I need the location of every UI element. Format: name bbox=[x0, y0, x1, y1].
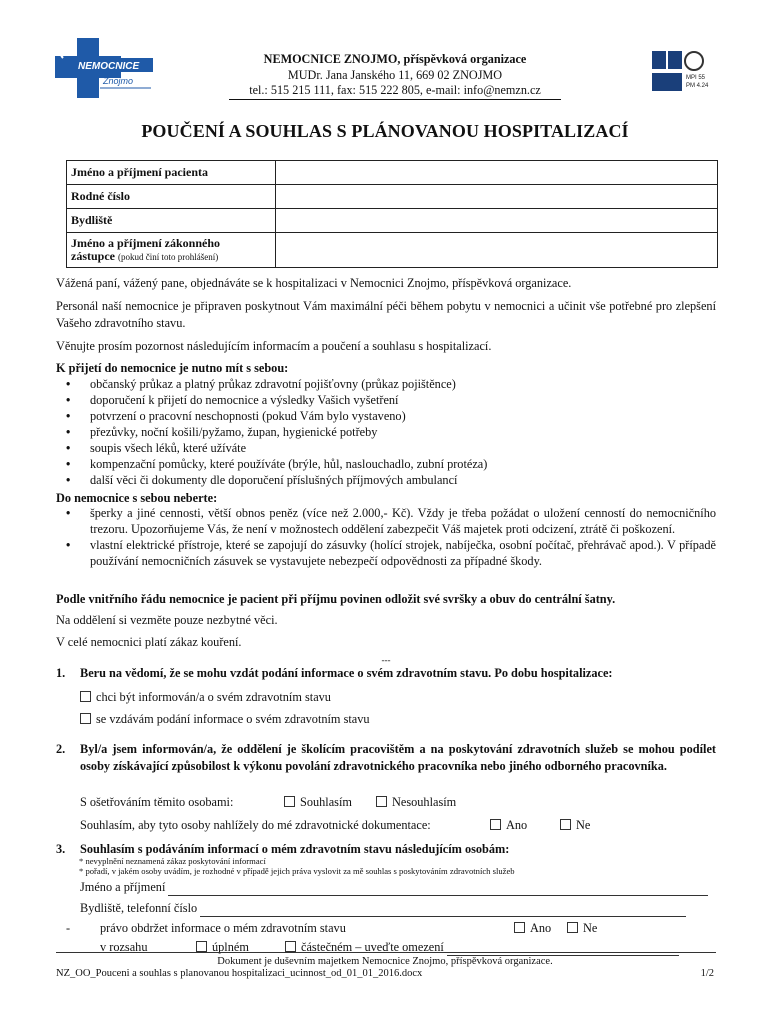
table-row bbox=[67, 233, 718, 268]
section3-number: 3. bbox=[56, 842, 66, 856]
contact-name-field[interactable] bbox=[168, 880, 708, 896]
footer-note: Dokument je duševním majetkem Nemocnice Znojmo, příspěvková organizace. bbox=[217, 956, 553, 967]
section1-text: Beru na vědomí, že se mohu vzdát podání informace o svém zdravotním stavu. Po dobu hospitalizace: bbox=[80, 666, 613, 680]
scope-limit-field[interactable] bbox=[447, 940, 679, 956]
checkbox[interactable] bbox=[514, 922, 525, 933]
cloakroom-rule: Podle vnitřního řádu nemocnice je pacient při příjmu povinen odložit své svršky a obuv do centrální šatny. bbox=[56, 592, 616, 606]
scope-label: v rozsahu bbox=[100, 940, 148, 954]
intro-care: Personál naší nemocnice je připraven poskytnout Vám maximální péči během pobytu v nemocnici a učinit vše potřebné pro zlepšení Vašeho zdravotního stavu. bbox=[56, 299, 716, 330]
treatment-agree-option[interactable]: Souhlasím bbox=[284, 795, 352, 810]
treatment-label: S ošetřováním těmito osobami: bbox=[80, 795, 234, 809]
bring-list bbox=[56, 376, 716, 488]
contact-name-label: Jméno a příjmení bbox=[80, 880, 166, 894]
label-rep-note: (pokud činí toto prohlášení) bbox=[118, 251, 219, 262]
info-waive-option[interactable]: se vzdávám podání informace o svém zdravotním stavu bbox=[80, 712, 370, 727]
checkbox[interactable] bbox=[196, 941, 207, 952]
checkbox[interactable] bbox=[560, 819, 571, 830]
contact-address-field[interactable] bbox=[200, 901, 686, 917]
label-legal-representative bbox=[67, 233, 276, 268]
ward-rule: Na oddělení si vezměte pouze nezbytné věci. bbox=[56, 613, 278, 627]
info-want-option[interactable]: chci být informován/a o svém zdravotním stavu bbox=[80, 690, 331, 705]
org-contacts: tel.: 515 215 111, fax: 515 222 805, e-mail: info@nemzn.cz bbox=[229, 83, 561, 100]
list-item: • kompenzační pomůcky, které používáte (brýle, hůl, naslouchadlo, zubní protéza) bbox=[66, 457, 488, 471]
separator: --- bbox=[381, 655, 391, 665]
list-item: • další věci či dokumenty dle doporučení příslušných příjmových ambulancí bbox=[66, 473, 458, 487]
treatment-disagree-option[interactable]: Nesouhlasím bbox=[376, 795, 456, 810]
patient-info-table bbox=[66, 160, 718, 268]
list-item: • přezůvky, noční košili/pyžamo, župan, hygienické potřeby bbox=[66, 425, 378, 439]
residence-field[interactable] bbox=[276, 209, 718, 233]
checkbox[interactable] bbox=[285, 941, 296, 952]
docs-no-option[interactable]: Ne bbox=[560, 818, 590, 833]
cert-text-2: PM 4.24 bbox=[686, 83, 709, 89]
checkbox[interactable] bbox=[567, 922, 578, 933]
label-patient-name: Jméno a příjmení pacienta bbox=[67, 161, 276, 185]
label-residence: Bydliště bbox=[67, 209, 276, 233]
bring-heading: K přijetí do nemocnice je nutno mít s sebou: bbox=[56, 361, 289, 375]
scope-partial-option[interactable]: částečném – uveďte omezení bbox=[285, 940, 679, 956]
patient-name-field[interactable] bbox=[276, 161, 718, 185]
label-rep-line2: zástupce bbox=[71, 248, 115, 263]
smoking-rule: V celé nemocnici platí zákaz kouření. bbox=[56, 635, 242, 649]
logo-word: NEMOCNICE bbox=[78, 61, 140, 72]
section3-note2: * pořadí, v jakém osoby uvádím, je rozhodné v případě jejich práva vyslovit za mě souhlas s poskytováním zdravotních služeb bbox=[79, 866, 515, 876]
section2-number: 2. bbox=[56, 742, 66, 756]
section3-note1: * nevyplnění neznamená zákaz poskytování informací bbox=[79, 856, 266, 866]
table-row bbox=[67, 185, 718, 209]
list-item: • doporučení k přijetí do nemocnice a výsledky Vašich vyšetření bbox=[66, 393, 399, 407]
page-number: 1/2 bbox=[700, 968, 714, 979]
dash: - bbox=[66, 921, 71, 935]
info-right-yes-option[interactable]: Ano bbox=[514, 921, 551, 936]
section2-text: Byl/a jsem informován/a, že oddělení je školícím pracovištěm a na poskytování zdravotních služeb se mohou podílet osoby získávající způsobilost k výkonu povolání zdravotnického pracovníka nebo jiného odborného pracovníka. bbox=[80, 742, 716, 773]
label-rep-line1: Jméno a příjmení zákonného bbox=[71, 235, 221, 250]
legal-representative-field[interactable] bbox=[276, 233, 718, 268]
org-name: NEMOCNICE ZNOJMO, příspěvková organizace bbox=[263, 52, 527, 66]
docs-consent-label: Souhlasím, aby tyto osoby nahlížely do mé zdravotnické dokumentace: bbox=[80, 818, 431, 832]
label-birth-number: Rodné číslo bbox=[67, 185, 276, 209]
certification-marks-icon bbox=[650, 47, 713, 97]
table-row bbox=[67, 209, 718, 233]
contact-address-row bbox=[80, 901, 686, 917]
checkbox[interactable] bbox=[490, 819, 501, 830]
checkbox[interactable] bbox=[376, 796, 387, 807]
checkbox[interactable] bbox=[80, 691, 91, 702]
document-title: POUČENÍ A SOUHLAS S PLÁNOVANOU HOSPITALIZACÍ bbox=[141, 121, 629, 141]
dont-bring-heading: Do nemocnice s sebou neberte: bbox=[56, 491, 218, 505]
table-row bbox=[67, 161, 718, 185]
cert-text-1: MPI 55 bbox=[686, 75, 706, 81]
logo-sub: Znojmo bbox=[103, 76, 134, 86]
section3-text: Souhlasím s podáváním informací o mém zdravotním stavu následujícím osobám: bbox=[80, 842, 510, 856]
checkbox[interactable] bbox=[284, 796, 295, 807]
info-right-no-option[interactable]: Ne bbox=[567, 921, 597, 936]
birth-number-field[interactable] bbox=[276, 185, 718, 209]
docs-yes-option[interactable]: Ano bbox=[490, 818, 527, 833]
info-right-label: právo obdržet informace o mém zdravotním stavu bbox=[100, 921, 346, 935]
list-item: • šperky a jiné cennosti, větší obnos peněz (více než 2.000,- Kč). Vždy je třeba požádat o uložení cenností do nemocničního trezoru. Upozorňujeme Vás, že není v možnostech oddělení zabezpečit Váš majetek proti odcizení, ztrátě či poškození. bbox=[66, 506, 716, 536]
scope-full-option[interactable]: úplném bbox=[196, 940, 249, 955]
list-item: • vlastní elektrické přístroje, které se zapojují do zásuvky (holící strojek, nabíječka, osobní počítač, přehrávač apod.). V případě používání nemocničních zásuvek se vystavujete nebezpečí odpovědnosti za případné škody. bbox=[66, 538, 716, 568]
list-item: • občanský průkaz a platný průkaz zdravotní pojišťovny (průkaz pojištěnce) bbox=[66, 377, 456, 391]
checkbox[interactable] bbox=[80, 713, 91, 724]
footer-divider bbox=[56, 952, 716, 953]
contact-address-label: Bydliště, telefonní číslo bbox=[80, 901, 198, 915]
list-item: • potvrzení o pracovní neschopnosti (pokud Vám bylo vystaveno) bbox=[66, 409, 406, 423]
contact-name-row bbox=[80, 880, 708, 896]
footer-filename: NZ_OO_Pouceni a souhlas s planovanou hospitalizaci_ucinnost_od_01_01_2016.docx bbox=[56, 968, 423, 979]
hospital-logo bbox=[55, 38, 155, 98]
org-address: MUDr. Jana Janského 11, 669 02 ZNOJMO bbox=[287, 67, 503, 82]
intro-greeting: Vážená paní, vážený pane, objednáváte se k hospitalizaci v Nemocnici Znojmo, příspěvková organizace. bbox=[56, 276, 572, 290]
letterhead bbox=[160, 52, 630, 100]
dont-bring-list bbox=[56, 505, 716, 569]
section1-number: 1. bbox=[56, 666, 66, 680]
list-item: • soupis všech léků, které užíváte bbox=[66, 441, 247, 455]
intro-attention: Věnujte prosím pozornost následujícím informacím a poučení a souhlasu s hospitalizací. bbox=[56, 339, 492, 353]
